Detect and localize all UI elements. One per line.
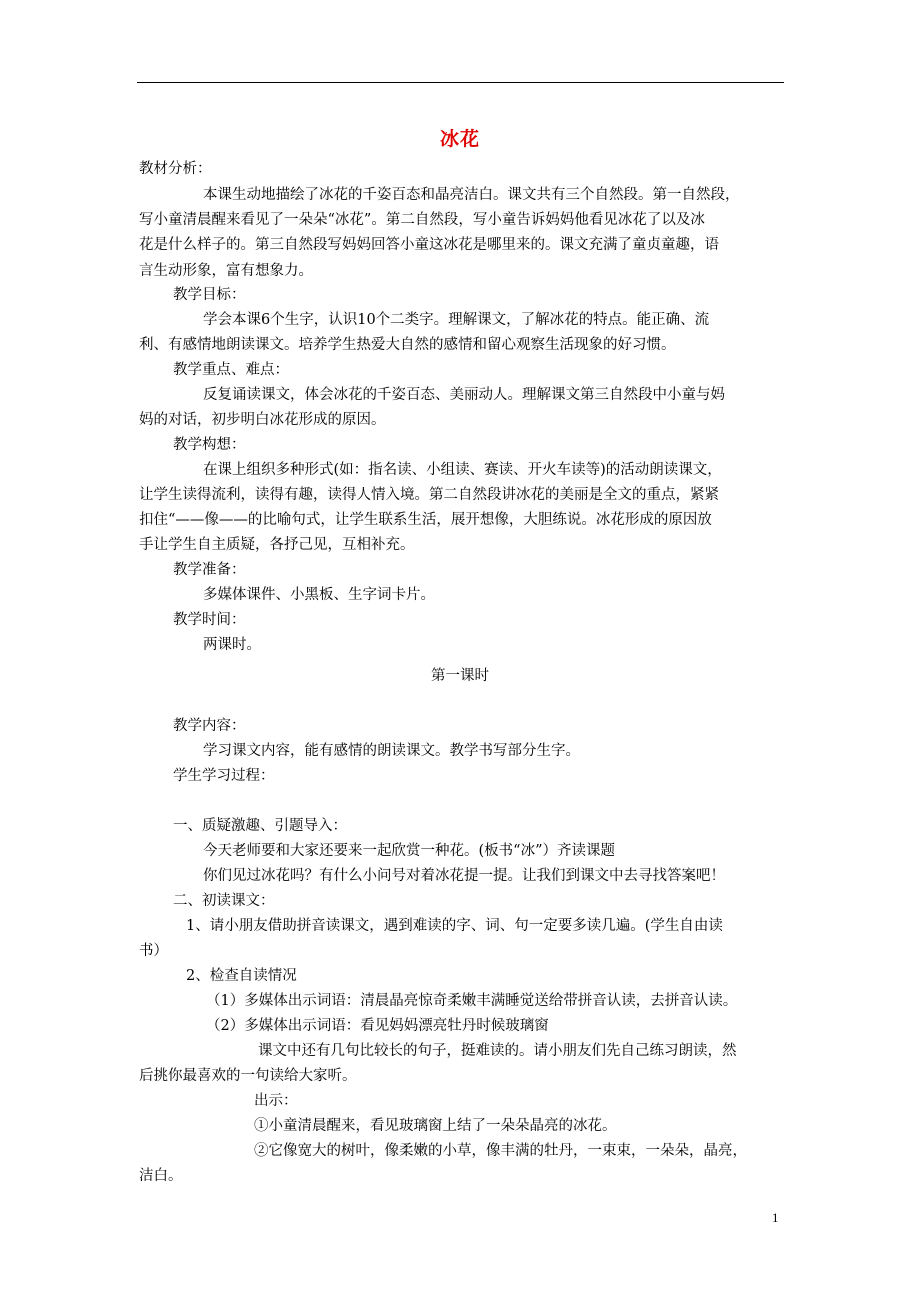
doc-line: 教学准备：: [173, 562, 246, 578]
doc-line: 反复诵读课文，体会冰花的千姿百态、美丽动人。理解课文第三自然段中小童与妈: [203, 387, 725, 403]
doc-line: 写小童清晨醒来看见了一朵朵“冰花”。第二自然段，写小童告诉妈妈他看见冰花了以及冰: [139, 212, 705, 228]
doc-line: 花是什么样子的。第三自然段写妈妈回答小童这冰花是哪里来的。课文充满了童贞童趣，语: [139, 237, 719, 253]
page-title: 冰花: [439, 128, 480, 150]
doc-line: 教材分析：: [139, 161, 212, 177]
doc-line: ①小童清晨醒来，看见玻璃窗上结了一朵朵晶亮的冰花。: [254, 1118, 617, 1134]
doc-line: 你们见过冰花吗？有什么小问号对着冰花提一提。让我们到课文中去寻找答案吧！: [203, 868, 725, 884]
doc-line: 书）: [139, 943, 168, 959]
doc-line: 二、初读课文：: [173, 893, 275, 909]
section-title: 第一课时: [431, 668, 489, 684]
doc-line: 教学目标：: [173, 287, 246, 303]
doc-line: 言生动形象，富有想象力。: [139, 263, 313, 279]
doc-line: 一、质疑激趣、引题导入：: [173, 818, 347, 834]
doc-line: 妈的对话，初步明白冰花形成的原因。: [139, 412, 386, 428]
doc-line: （2）多媒体出示词语：看见妈妈漂亮牡丹时候玻璃窗: [206, 1018, 549, 1034]
doc-line: 学会本课6个生字，认识10个二类字。理解课文，了解冰花的特点。能正确、流: [203, 312, 710, 328]
doc-line: 利、有感情地朗读课文。培养学生热爱大自然的感情和留心观察生活现象的好习惯。: [139, 337, 676, 353]
doc-line: 让学生读得流利，读得有趣，读得人情入境。第二自然段讲冰花的美丽是全文的重点，紧紧: [139, 487, 719, 503]
doc-line: 课文中还有几句比较长的句子，挺难读的。请小朋友们先自己练习朗读，然: [258, 1043, 737, 1059]
doc-line: 2、检查自读情况: [186, 968, 297, 984]
doc-line: ②它像宽大的树叶，像柔嫩的小草，像丰满的牡丹，一束束，一朵朵，晶亮，: [254, 1143, 747, 1159]
doc-line: 扣住“——像——的比喻句式，让学生联系生活，展开想像，大胆练说。冰花形成的原因放: [139, 512, 712, 528]
doc-line: 教学构想：: [173, 437, 246, 453]
doc-line: 教学时间：: [173, 612, 246, 628]
doc-line: 两课时。: [203, 637, 261, 653]
doc-line: 洁白。: [139, 1168, 183, 1184]
doc-line: 出示：: [254, 1093, 298, 1109]
doc-line: 1、请小朋友借助拼音读课文，遇到难读的字、词、句一定要多读几遍。(学生自由读: [186, 918, 723, 934]
doc-line: 在课上组织多种形式(如：指名读、小组读、赛读、开火车读等)的活动朗读课文，: [203, 462, 722, 478]
doc-line: 今天老师要和大家还要来一起欣赏一种花。(板书“冰”）齐读课题: [203, 843, 615, 859]
doc-line: （1）多媒体出示词语：清晨晶亮惊奇柔嫩丰满睡觉送给带拼音认读，去拼音认读。: [206, 993, 738, 1009]
page-number: 1: [772, 1210, 779, 1225]
header-rule: [137, 82, 784, 83]
doc-line: 后挑你最喜欢的一句读给大家听。: [139, 1068, 357, 1084]
doc-line: 手让学生自主质疑，各抒己见，互相补充。: [139, 537, 415, 553]
doc-line: 教学重点、难点：: [173, 362, 289, 378]
doc-line: 学习课文内容，能有感情的朗读课文。教学书写部分生字。: [203, 743, 580, 759]
doc-line: 学生学习过程：: [173, 768, 275, 784]
doc-line: 多媒体课件、小黑板、生字词卡片。: [203, 587, 435, 603]
doc-line: 教学内容：: [173, 718, 246, 734]
doc-line: 本课生动地描绘了冰花的千姿百态和晶亮洁白。课文共有三个自然段。第一自然段，: [203, 187, 740, 203]
